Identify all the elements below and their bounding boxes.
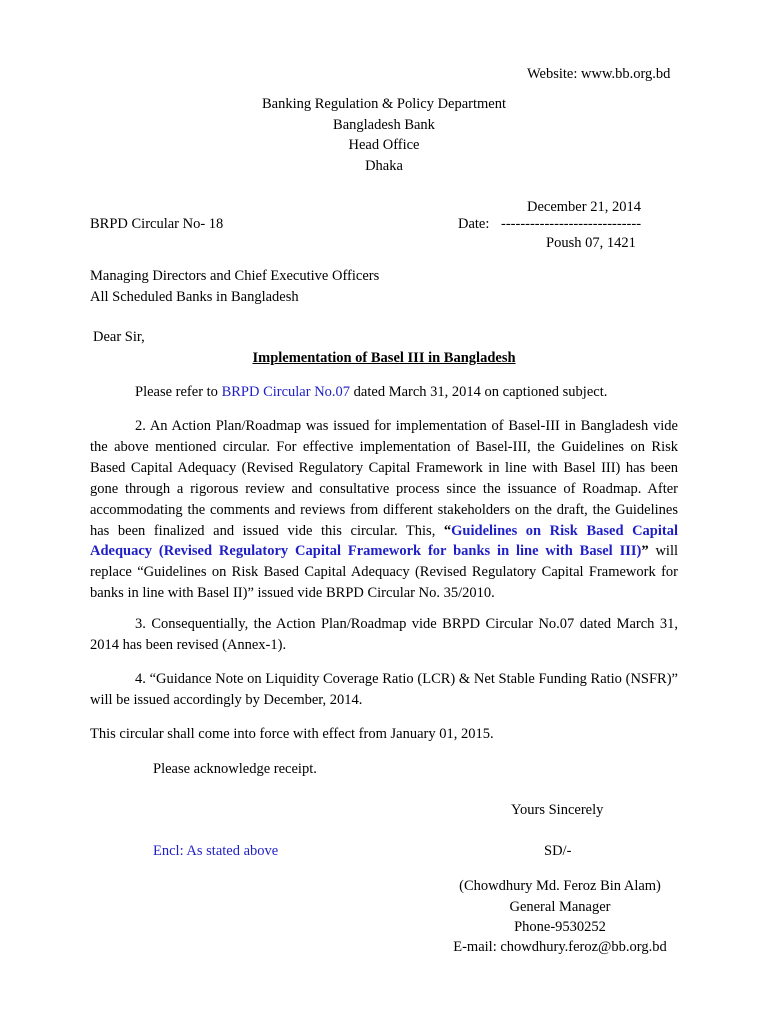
brpd-circular-07-link[interactable]: BRPD Circular No.07 bbox=[221, 384, 351, 400]
paragraph-1-text-end: dated March 31, 2014 on captioned subject. bbox=[350, 384, 608, 400]
date-bengali: Poush 07, 1421 bbox=[546, 235, 636, 251]
yours-sincerely: Yours Sincerely bbox=[511, 802, 604, 818]
date-divider: ----------------------------- bbox=[501, 216, 642, 232]
department-name: Banking Regulation & Policy Department bbox=[261, 96, 507, 112]
signatory-email[interactable]: E-mail: chowdhury.feroz@bb.org.bd bbox=[453, 939, 667, 955]
paragraph-2 bbox=[90, 416, 678, 604]
paragraph-1 bbox=[135, 382, 607, 402]
open-quote: “ bbox=[443, 522, 452, 539]
circular-number: BRPD Circular No- 18 bbox=[90, 216, 224, 232]
paragraph-3: 3. Consequentially, the Action Plan/Roadmap vide BRPD Circular No.07 dated March 31, 2014 has been revised (Annex-1). bbox=[90, 616, 678, 653]
paragraph-1-text: Please refer to bbox=[135, 384, 222, 400]
paragraph-4: 4. “Guidance Note on Liquidity Coverage Ratio (LCR) & Net Stable Funding Ratio (NSFR)” will be issued accordingly by December, 2014. bbox=[90, 671, 678, 708]
signature-mark: SD/- bbox=[544, 843, 572, 859]
recipients-line-1: Managing Directors and Chief Executive Officers bbox=[90, 268, 380, 284]
paragraph-5: This circular shall come into force with effect from January 01, 2015. bbox=[90, 726, 494, 742]
enclosure-note: Encl: As stated above bbox=[153, 843, 279, 859]
acknowledge-line: Please acknowledge receipt. bbox=[153, 761, 317, 777]
guidelines-link[interactable]: Guidelines on Risk Based Capital Adequacy (Revised Regulatory Capital Framework for banks in line with Basel III) bbox=[90, 522, 678, 560]
signatory-phone: Phone-9530252 bbox=[514, 919, 606, 935]
close-quote: ” bbox=[641, 543, 649, 560]
date-label: Date: bbox=[458, 216, 490, 232]
city-name: Dhaka bbox=[365, 158, 403, 174]
date-gregorian: December 21, 2014 bbox=[527, 199, 641, 215]
paragraph-2-text: 2. An Action Plan/Roadmap was issued for implementation of Basel-III in Bangladesh vide the above mentioned circular. For effective implementation of Basel-III, the Guidelines on Risk Based Capital Adequacy (Revised Regulatory Capital Framework in line with Basel III) has been gone through a rigorous review and consultative process since the issuance of Roadmap. After accommodating the comments and reviews from different stakeholders on the draft, the Guidelines has been finalized and issued vide this circular. This, bbox=[90, 418, 678, 539]
signatory-name: (Chowdhury Md. Feroz Bin Alam) bbox=[459, 878, 661, 894]
bank-name: Bangladesh Bank bbox=[333, 117, 435, 133]
paragraph-2-text-end: will replace “Guidelines on Risk Based Capital Adequacy (Revised Regulatory Capital Framework for banks in line with Basel II)” issued vide BRPD Circular No. 35/2010. bbox=[90, 543, 678, 602]
signatory-title: General Manager bbox=[509, 899, 611, 915]
website-line: Website: www.bb.org.bd bbox=[527, 66, 671, 82]
office-name: Head Office bbox=[348, 137, 420, 153]
salutation: Dear Sir, bbox=[93, 329, 145, 345]
subject-title: Implementation of Basel III in Bangladesh bbox=[252, 350, 516, 366]
recipients-line-2: All Scheduled Banks in Bangladesh bbox=[90, 289, 299, 305]
